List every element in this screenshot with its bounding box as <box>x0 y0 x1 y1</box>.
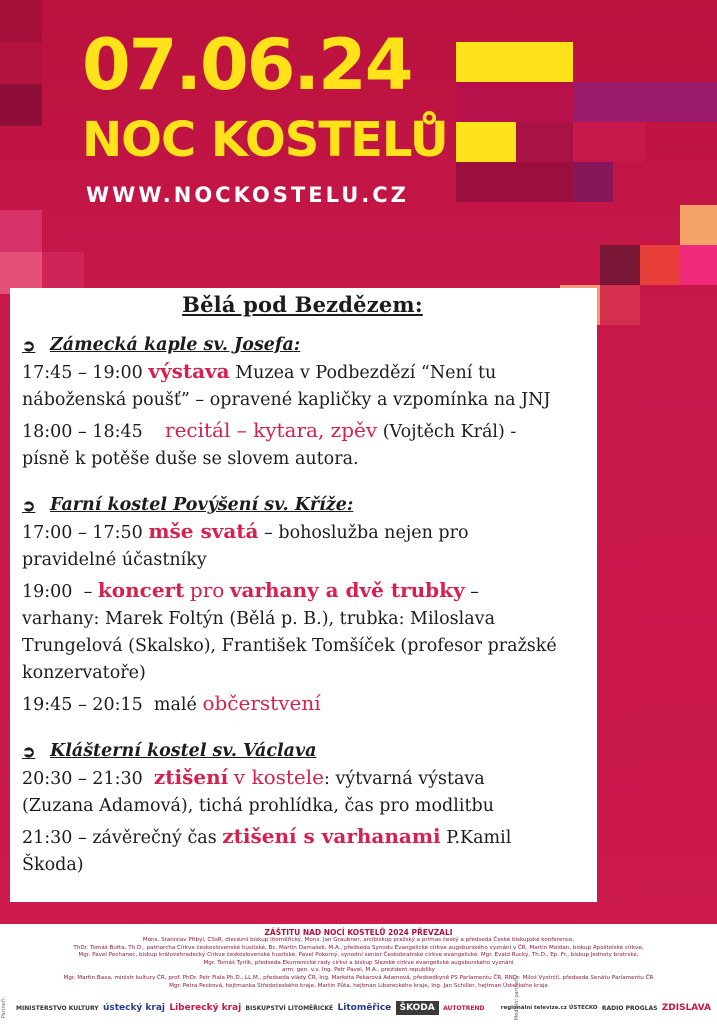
logo-zdislava: ZDISLAVA <box>661 1003 711 1013</box>
item-text: Muzea v Podbezdězí “Není tu <box>235 363 497 383</box>
event-date: 07.06.24 <box>82 24 412 106</box>
item-text: – závěrečný čas <box>78 828 217 848</box>
program-item <box>22 577 583 606</box>
decor-block <box>456 162 573 202</box>
item-text: (Vojtěch Král) - <box>382 422 517 442</box>
item-continuation: pravidelné účastníky <box>22 550 207 570</box>
media-partners-label: Mediální partneři: <box>514 975 520 1020</box>
patronage-footer <box>0 924 717 1024</box>
decor-block <box>680 205 717 245</box>
arrow-icon: ➲ <box>22 495 36 515</box>
event-title: NOC KOSTELŮ <box>82 112 448 168</box>
item-time: 19:00 <box>22 582 73 602</box>
program-item <box>22 358 583 387</box>
item-continuation: písně k potěše duše se slovem autora. <box>22 449 359 469</box>
patronage-title: ZÁŠTITU NAD NOCÍ KOSTELŮ 2024 PŘEVZALI <box>264 928 453 937</box>
logo-skoda: ŠKODA <box>396 1001 439 1015</box>
venue-name: Farní kostel Povýšení sv. Kříže: <box>50 495 354 515</box>
logo-liberecky-kraj: Liberecký kraj <box>169 1003 242 1013</box>
decor-block <box>456 82 573 122</box>
item-time: 17:00 – 17:50 <box>22 523 143 543</box>
decor-block <box>573 162 613 202</box>
item-text: – <box>470 582 479 602</box>
item-text: malé <box>153 695 197 715</box>
item-highlight: pro <box>189 578 225 602</box>
item-time: 21:30 <box>22 828 73 848</box>
program-item <box>22 417 583 446</box>
item-continuation: Škoda) <box>22 855 84 875</box>
decor-block <box>600 285 640 325</box>
logo-autotrend: AUTOTREND <box>443 1004 485 1012</box>
decor-block <box>0 42 42 84</box>
patronage-line: arm. gen. v.v. Ing. Petr Pavel, M.A., prezident republiky <box>282 967 435 974</box>
item-highlight: recitál – kytara, zpěv <box>165 418 378 442</box>
item-text: – bohoslužba nejen pro <box>264 523 469 543</box>
logo-ministry: MINISTERSTVO KULTURY <box>16 1004 99 1012</box>
decor-block <box>640 245 680 285</box>
decor-block <box>516 122 573 162</box>
venue-heading <box>22 741 583 761</box>
decor-block <box>680 245 717 285</box>
item-continuation: varhany: Marek Foltýn (Bělá p. B.), trubka: Miloslava <box>22 609 496 629</box>
patronage-line: ThDr. Tomáš Butta, Th.D., patriarcha Církve československé husitské, Bc. Martin Damašek, M.A., předseda Synodu Evangelické církve augsburského vyznání v ČR, Martin Moldan, biskup Apoštolské církve, <box>73 944 644 951</box>
program-panel <box>10 288 597 902</box>
item-time: 19:45 – 20:15 <box>22 695 143 715</box>
item-highlight: mše svatá <box>148 519 259 543</box>
item-time: 17:45 – 19:00 <box>22 363 143 383</box>
item-highlight: varhany a dvě trubky <box>229 578 465 602</box>
arrow-icon: ➲ <box>22 335 36 355</box>
item-text: – <box>83 582 93 602</box>
patronage-line: Mgr. Petra Pecková, hejtmanka Středočeského kraje, Martin Půta, hejtman Libereckého kraje, Ing. Jan Schiller, hejtman Ústeckého kraje <box>169 982 548 989</box>
partner-logos <box>0 996 717 1020</box>
decor-block <box>456 42 573 82</box>
venue-heading <box>22 495 583 515</box>
item-text: P.Kamil <box>446 828 512 848</box>
program-item <box>22 764 583 793</box>
patronage-line: Mgr. Martin Baxa, ministr kultury ČR, prof. PhDr. Petr Fiala Ph.D., LL.M., předseda vlády ČR, Ing. Markéta Pekarová Adamová, předsedkyně PS Parlamentu ČR, RNDr. Miloš Vystrčil, předseda Senátu Parlamentu ČR <box>63 974 654 981</box>
item-continuation: náboženská poušť” – opravené kapličky a vzpomínka na JNJ <box>22 390 551 410</box>
item-text: : výtvarná výstava <box>323 769 485 789</box>
program-item <box>22 823 583 852</box>
item-highlight: ztišení s varhanami <box>222 824 441 848</box>
decor-block <box>573 82 717 122</box>
patronage-line: Mgr. Tomáš Tyrlík, předseda Ekumenické rady církví a biskup Slezské církve evangelické augsburského vyznání <box>203 959 514 966</box>
logo-biskupstvi: BISKUPSTVÍ LITOMĚŘICKÉ <box>245 1004 334 1012</box>
partners-label: Partneři: <box>1 996 7 1018</box>
patronage-line: Mgr. Pavel Pechanec, biskup královéhradecký Církve československé husitské, Pavel Pokorný, synodní senior Českobratrské církve evangelické, Mgr. Evald Rucký, Th.D., Ep. Fr., biskup Jednoty bratrské, <box>78 952 639 959</box>
program-item <box>22 518 583 547</box>
logo-radio-proglas: RADIO PROGLAS <box>601 1004 658 1012</box>
decor-block <box>573 122 645 162</box>
item-time: 20:30 – 21:30 <box>22 769 143 789</box>
venue-name: Klášterní kostel sv. Václava <box>50 741 317 761</box>
decor-block <box>600 245 640 285</box>
item-highlight: občerstvení <box>202 691 321 715</box>
item-highlight: v kostele <box>233 765 324 789</box>
decor-block <box>456 122 516 162</box>
item-highlight: koncert <box>97 578 185 602</box>
item-continuation: (Zuzana Adamová), tichá prohlídka, čas pro modlitbu <box>22 796 494 816</box>
logo-litomerice: Litoměřice <box>337 1003 392 1013</box>
item-continuation: konzervatoře) <box>22 663 146 683</box>
place-title: Bělá pod Bezdězem: <box>182 292 423 317</box>
logo-regional-tv: regionální televize.cz ÚSTECKO <box>500 1005 598 1011</box>
item-highlight: ztišení <box>153 765 229 789</box>
decor-block <box>0 84 42 126</box>
patronage-line: Mons. Stanislav Přibyl, CSsR, diecézní biskup litoměřický, Mons. Jan Graubner, arcibiskup pražský a primas český a předseda České biskupské konference, <box>142 937 575 943</box>
event-url[interactable]: WWW.NOCKOSTELU.CZ <box>86 183 409 207</box>
decor-block <box>0 0 42 42</box>
decor-block <box>42 252 84 288</box>
logo-ustecky-kraj: ústecký kraj <box>102 1003 166 1013</box>
decor-block <box>0 210 42 252</box>
item-time: 18:00 – 18:45 <box>22 422 143 442</box>
program-item <box>22 690 583 719</box>
venue-heading <box>22 335 583 355</box>
item-highlight: výstava <box>148 359 230 383</box>
item-continuation: Trungelová (Skalsko), František Tomšíček (profesor pražské <box>22 636 557 656</box>
venue-name: Zámecká kaple sv. Josefa: <box>50 335 301 355</box>
arrow-icon: ➲ <box>22 741 36 761</box>
